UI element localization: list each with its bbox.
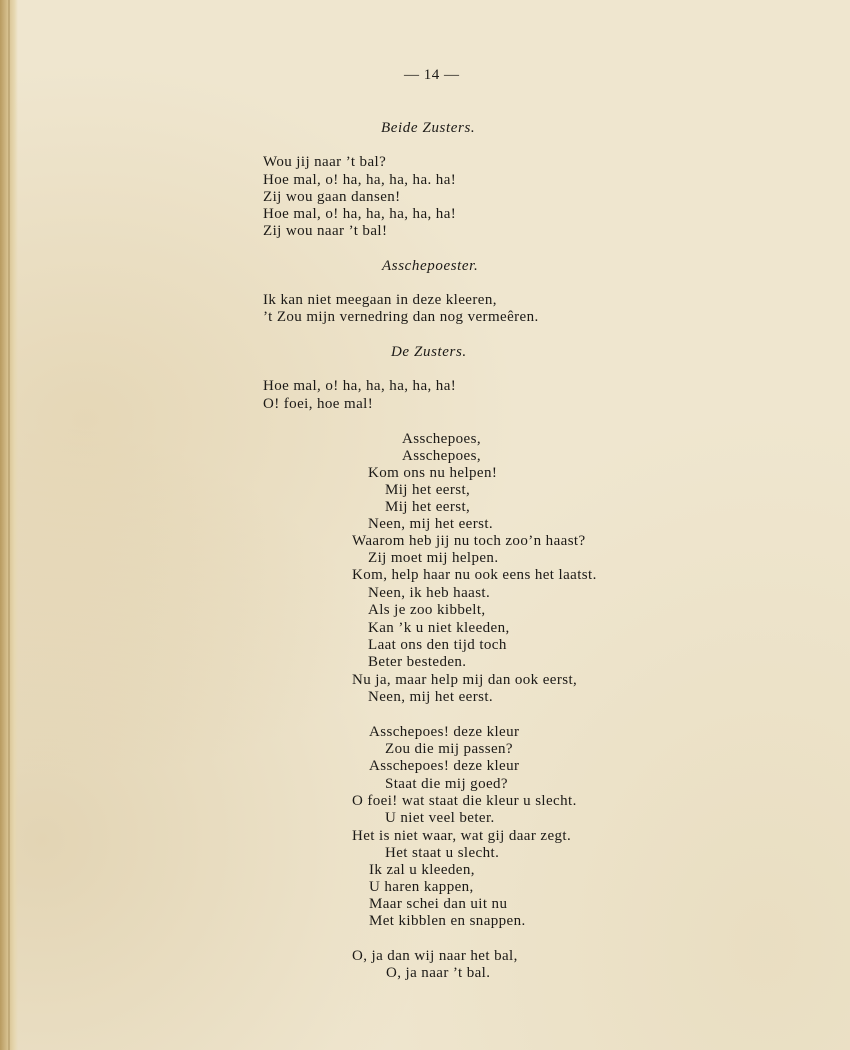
dialogue-line: Zou die mij passen? bbox=[385, 741, 513, 757]
speaker-heading: Asschepoester. bbox=[382, 258, 479, 274]
dialogue-line: Maar schei dan uit nu bbox=[369, 896, 508, 912]
dialogue-line: Het is niet waar, wat gij daar zegt. bbox=[352, 828, 572, 844]
dialogue-line: Asschepoes, bbox=[402, 431, 481, 447]
verse-line: Zij wou gaan dansen! bbox=[263, 189, 401, 205]
verse-line: O! foei, hoe mal! bbox=[263, 396, 374, 412]
verse-line: Hoe mal, o! ha, ha, ha, ha, ha! bbox=[263, 206, 457, 222]
dialogue-line: Asschepoes! deze kleur bbox=[369, 758, 520, 774]
dialogue-line: Met kibblen en snappen. bbox=[369, 913, 526, 929]
dialogue-line: Mij het eerst, bbox=[385, 482, 471, 498]
dialogue-line: Asschepoes, bbox=[402, 448, 481, 464]
speaker-heading: De Zusters. bbox=[391, 344, 467, 360]
verse-line: Hoe mal, o! ha, ha, ha, ha. ha! bbox=[263, 172, 457, 188]
dialogue-line: Nu ja, maar help mij dan ook eerst, bbox=[352, 672, 578, 688]
dialogue-line: Mij het eerst, bbox=[385, 499, 471, 515]
dialogue-line: Ik zal u kleeden, bbox=[369, 862, 475, 878]
dialogue-line: Als je zoo kibbelt, bbox=[368, 602, 486, 618]
dialogue-line: Asschepoes! deze kleur bbox=[369, 724, 520, 740]
dialogue-line: Neen, mij het eerst. bbox=[368, 689, 494, 705]
dialogue-line: O, ja naar ’t bal. bbox=[386, 965, 491, 981]
verse-line: Zij wou naar ’t bal! bbox=[263, 223, 388, 239]
verse-line: ’t Zou mijn vernedring dan nog vermeêren. bbox=[263, 309, 539, 325]
dialogue-line: Kom ons nu helpen! bbox=[368, 465, 498, 481]
dialogue-line: Kan ’k u niet kleeden, bbox=[368, 620, 510, 636]
dialogue-line: Het staat u slecht. bbox=[385, 845, 500, 861]
dialogue-line: Neen, ik heb haast. bbox=[368, 585, 491, 601]
dialogue-line: Staat die mij goed? bbox=[385, 776, 508, 792]
verse-line: Wou jij naar ’t bal? bbox=[263, 154, 387, 170]
speaker-heading: Beide Zusters. bbox=[381, 120, 476, 136]
dialogue-line: O, ja dan wij naar het bal, bbox=[352, 948, 518, 964]
dialogue-line: Waarom heb jij nu toch zoo’n haast? bbox=[352, 533, 586, 549]
dialogue-line: U haren kappen, bbox=[369, 879, 474, 895]
page-number: — 14 — bbox=[404, 67, 460, 83]
verse-line: Hoe mal, o! ha, ha, ha, ha, ha! bbox=[263, 378, 457, 394]
verse-line: Ik kan niet meegaan in deze kleeren, bbox=[263, 292, 497, 308]
page-binding-edge bbox=[0, 0, 18, 1050]
dialogue-line: O foei! wat staat die kleur u slecht. bbox=[352, 793, 577, 809]
dialogue-line: Laat ons den tijd toch bbox=[368, 637, 507, 653]
dialogue-line: U niet veel beter. bbox=[385, 810, 495, 826]
dialogue-line: Neen, mij het eerst. bbox=[368, 516, 494, 532]
dialogue-line: Beter besteden. bbox=[368, 654, 467, 670]
dialogue-line: Kom, help haar nu ook eens het laatst. bbox=[352, 567, 597, 583]
dialogue-line: Zij moet mij helpen. bbox=[368, 550, 499, 566]
